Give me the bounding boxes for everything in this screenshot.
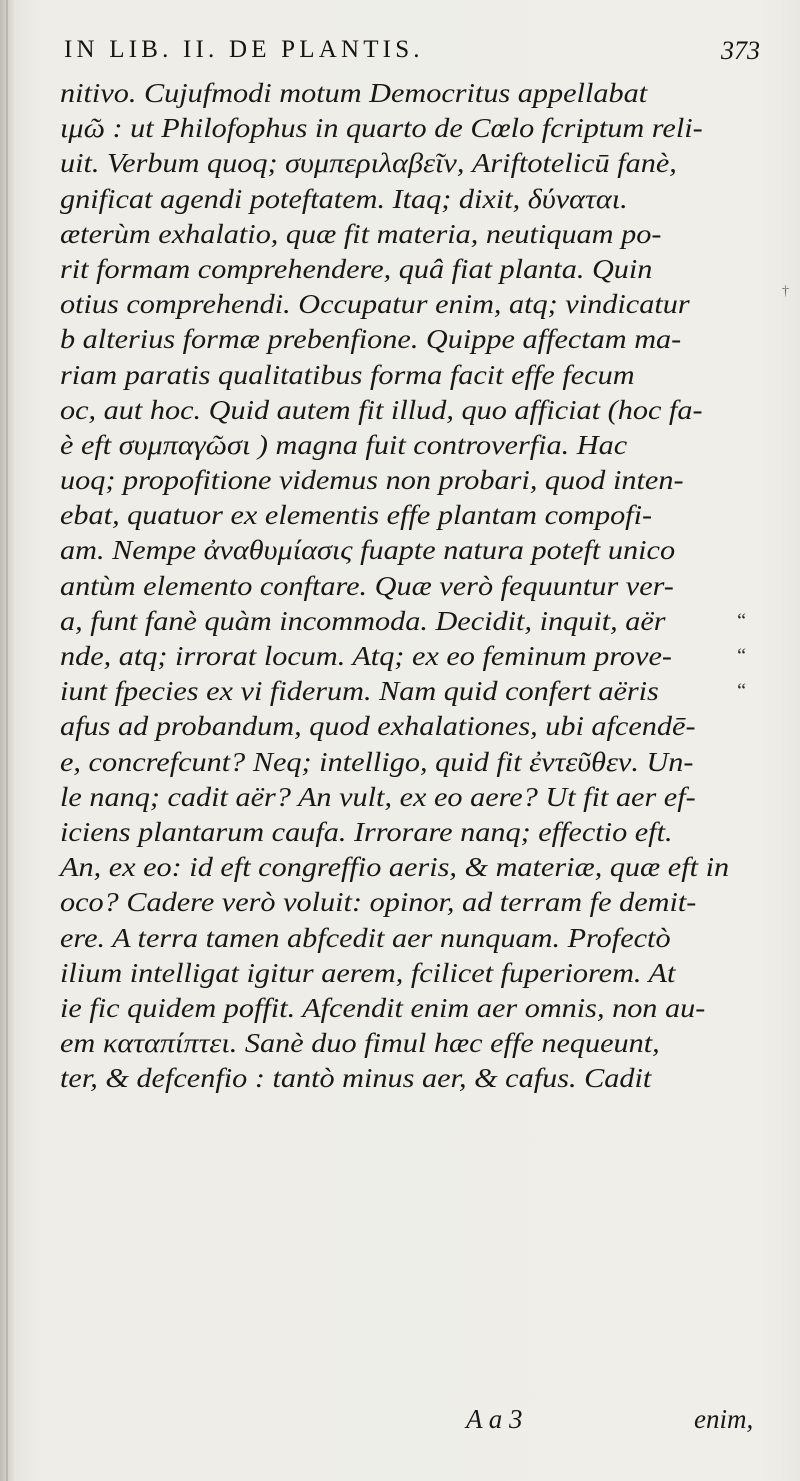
text-line-content: è eft συμπαγῶσι ) magna fuit controverfia. Hac [60,429,628,460]
text-line-content: le nanq; cadit aër? An vult, ex eo aere? Ut fit aer ef- [60,781,696,812]
text-line [60,287,772,322]
text-line-content: antùm elemento conftare. Quæ verò fequuntur ver- [60,570,674,601]
margin-quote-mark: “ [737,680,746,703]
text-line [60,956,772,991]
running-head-title: IN LIB. II. DE PLANTIS. [64,36,424,63]
text-line-content: otius comprehendi. Occupatur enim, atq; vindicatur [60,289,690,320]
body-text [60,76,772,1096]
margin-quote-mark: “ [737,609,746,632]
text-line [60,604,772,639]
text-line [60,358,772,393]
text-line-content: ere. A terra tamen abfcedit aer nunquam. Profectò [60,922,671,953]
text-line [60,393,772,428]
text-line-content: riam paratis qualitatibus forma facit effe fecum [60,359,635,390]
text-line-content: ιμῶ : ut Philofophus in quarto de Cœlo fcriptum reli- [60,113,703,144]
text-line-content: b alterius formæ prebenfione. Quippe affectam ma- [60,324,682,355]
text-line [60,1061,772,1096]
margin-quote-mark: “ [737,645,746,667]
text-line-content: nde, atq; irrorat locum. Atq; ex eo feminum prove- [60,641,672,671]
text-line-content: ilium intelligat igitur aerem, fcilicet fuperiorem. At [60,957,676,988]
text-line [60,569,772,604]
text-line [60,533,772,568]
text-line [60,1026,772,1061]
text-line-content: ter, & defcenfio : tantò minus aer, & cafus. Cadit [60,1063,652,1094]
text-line [60,745,772,780]
text-line [60,322,772,357]
text-line-content: am. Nempe ἀναθυμίασις fuapte natura poteft unico [60,535,676,566]
text-line [60,850,772,885]
text-line-content: ebat, quatuor ex elementis effe plantam compofi- [60,500,653,531]
text-line-content: rit formam comprehendere, quâ fiat planta. Quin [60,253,653,284]
text-line-content: nitivo. Cujufmodi motum Democritus appellabat [60,78,648,108]
text-line-content: iciens plantarum caufa. Irrorare nanq; effectio eft. [60,816,673,847]
text-line [60,111,772,146]
page-number: 373 [721,36,760,65]
text-line [60,463,772,498]
text-line [60,76,772,111]
text-line [60,780,772,815]
running-head [0,36,800,76]
text-line-content: An, ex eo: id eft congreffio aeris, & materiæ, quæ eft in [60,852,730,883]
signature-mark: A a 3 [466,1404,523,1434]
text-line [60,146,772,181]
text-line [60,885,772,920]
gutter-binding-line [6,0,8,1481]
text-line-content: iunt fpecies ex vi fiderum. Nam quid confert aëris [60,676,659,707]
text-line-content: uit. Verbum quoq; συμπεριλαβεῖν, Ariftotelicū fanè, [60,148,677,179]
text-line [60,252,772,287]
text-line [60,217,772,252]
text-line-content: oco? Cadere verò voluit: opinor, ad terram fe demit- [60,887,697,918]
text-line [60,639,772,674]
text-line [60,182,772,217]
text-line-content: ie fic quidem poffit. Afcendit enim aer omnis, non au- [60,992,706,1023]
page-gutter [0,0,14,1481]
catchword: enim, [694,1404,754,1434]
text-line [60,921,772,956]
text-line-content: æterùm exhalatio, quæ fit materia, neutiquam po- [60,218,662,249]
text-line [60,428,772,463]
text-line [60,498,772,533]
text-line-content: gnificat agendi poteftatem. Itaq; dixit, δύναται. [60,183,628,214]
text-line [60,709,772,744]
text-line-content: uoq; propofitione videmus non probari, quod inten- [60,465,684,496]
text-line-content: em καταπίπτει. Sanè duo fimul hæc effe nequeunt, [60,1028,660,1059]
text-line-content: oc, aut hoc. Quid autem fit illud, quo afficiat (hoc fa- [60,394,703,425]
page-footer [0,1404,800,1444]
text-line-content: afus ad probandum, quod exhalationes, ubi afcendē- [60,711,696,742]
text-line [60,815,772,850]
text-line-content: a, funt fanè quàm incommoda. Decidit, inquit, aër [60,605,666,636]
text-line-content: e, concrefcunt? Neq; intelligo, quid fit ἐντεῦθεν. Un- [60,746,694,777]
text-line [60,991,772,1026]
text-line [60,674,772,709]
margin-mark: † [782,284,789,299]
